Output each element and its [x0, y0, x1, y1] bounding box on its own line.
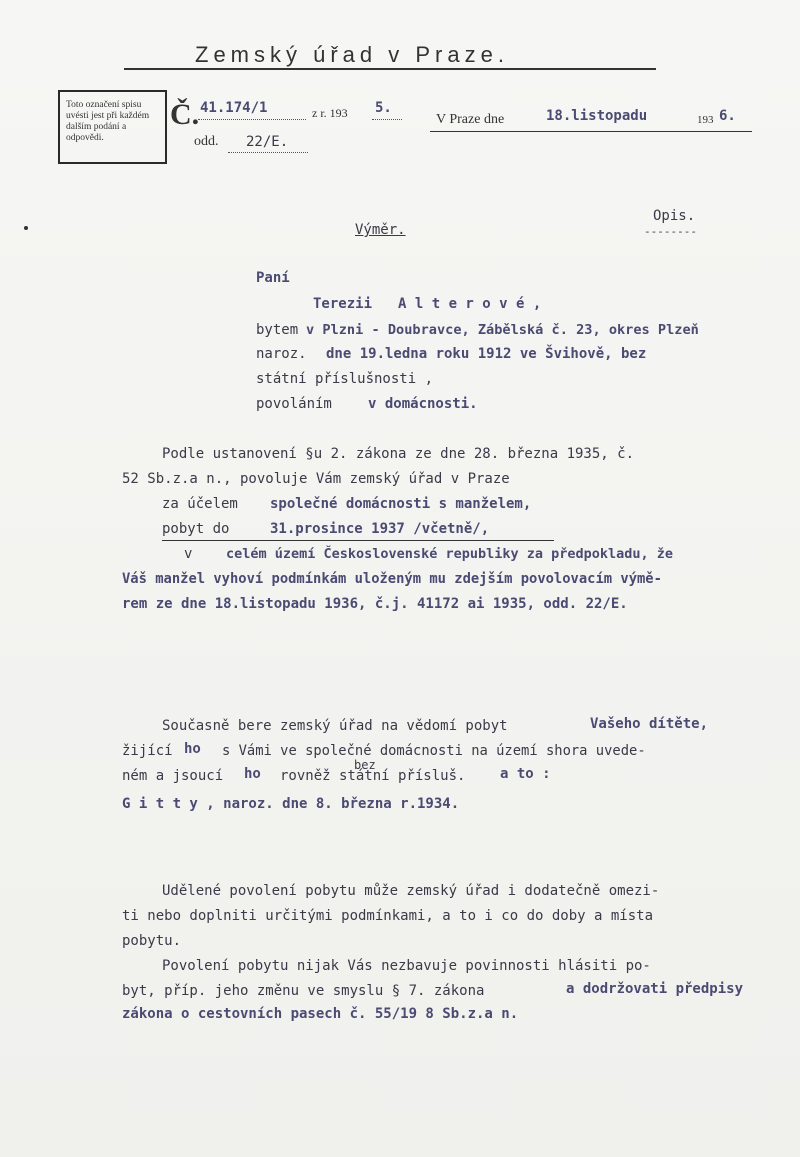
address: v Plzni - Doubravce, Zábělská č. 23, okres Plzeň — [306, 322, 699, 338]
p3-line-2: ti nebo doplniti určitými podmínkami, a to i co do doby a místa — [122, 908, 654, 924]
copy-mark: Opis. — [653, 208, 696, 224]
p1-line-1: Podle ustanovení §u 2. zákona ze dne 28. března 1935, č. — [162, 446, 635, 462]
name-prefix: Terezii — [313, 296, 373, 312]
date-value: 18.listopadu — [546, 108, 648, 124]
occupation-lead: povoláním — [256, 396, 332, 412]
date-rule — [430, 131, 752, 132]
office-heading: Zemský úřad v Praze. — [195, 42, 509, 67]
birth-info: dne 19.ledna roku 1912 ve Švihově, bez — [326, 346, 647, 362]
p2-line-3-a: ném a jsoucí — [122, 768, 224, 784]
p4-line-3: zákona o cestovních pasech č. 55/19 8 Sb.z.a n. — [122, 1006, 519, 1022]
p3-line-3: pobytu. — [122, 933, 182, 949]
year-dotline — [372, 119, 402, 120]
p1-line-5-lead: v — [184, 546, 193, 562]
c-mark: Č. — [170, 98, 200, 131]
birth-lead: naroz. — [256, 346, 307, 362]
p1-line-6: Váš manžel vyhoví podmínkám uloženým mu zdejším povolovacím výmě- — [122, 571, 662, 587]
p1-line-7: rem ze dne 18.listopadu 1936, č.j. 41172 ai 1935, odd. 22/E. — [122, 596, 628, 612]
nationality: státní příslušnosti , — [256, 371, 434, 387]
year-digit: 5. — [375, 100, 392, 116]
date-year-digit: 6. — [719, 108, 736, 124]
reference-note-box — [58, 90, 167, 164]
p2-line-3-b: rovněž státní přísluš. — [280, 768, 466, 784]
odd-value: 22/E. — [246, 134, 289, 150]
p1-line-4-fill: 31.prosince 1937 /včetně/, — [270, 521, 490, 537]
name-spaced: A l t e r o v é , — [398, 296, 542, 312]
p1-line-3-fill: společné domácnosti s manželem, — [270, 496, 532, 512]
odd-dotline — [228, 152, 308, 153]
reg-dotline — [198, 119, 306, 120]
p2-line-2-b: s Vámi ve společné domácnosti na území shora uvede- — [222, 743, 646, 759]
p4-line-1: Povolení pobytu nijak Vás nezbavuje povinnosti hlásiti po- — [162, 958, 651, 974]
p2-line-3-fill: a to : — [500, 766, 551, 782]
p1-line-4-rule — [162, 540, 554, 541]
child-name: G i t t y , naroz. dne 8. března r.1934. — [122, 796, 460, 812]
p2-line-3-ho: ho — [244, 766, 261, 782]
p3-line-1: Udělené povolení pobytu může zemský úřad i dodatečně omezi- — [162, 883, 660, 899]
p1-line-3-lead: za účelem — [162, 496, 238, 512]
p2-line-1-lead: Současně bere zemský úřad na vědomí pobyt — [162, 718, 508, 734]
place-label: V Praze dne — [436, 112, 505, 127]
odd-label: odd. — [194, 134, 219, 149]
reg-number: 41.174/1 — [200, 100, 268, 116]
date-year: 193 — [697, 114, 714, 126]
p2-line-1-fill: Vašeho dítěte, — [590, 716, 709, 732]
address-lead: bytem — [256, 322, 299, 338]
copy-dashes: -------- — [644, 225, 697, 238]
p2-line-2-ho: ho — [184, 741, 201, 757]
p2-bez: bez — [354, 758, 376, 772]
p4-line-2-lead: byt, příp. jeho změnu ve smyslu § 7. zákona — [122, 983, 485, 999]
scan-speck — [24, 226, 28, 230]
reference-note: Toto označení spisu uvésti jest při každém dalším podání a odpovědi. — [66, 100, 150, 143]
occupation: v domácnosti. — [368, 396, 478, 412]
p4-line-2-fill: a dodržovati předpisy — [566, 981, 744, 997]
p1-line-2: 52 Sb.z.a n., povoluje Vám zemský úřad v Praze — [122, 471, 510, 487]
p1-line-5-fill: celém území Československé republiky za předpokladu, že — [226, 546, 674, 562]
heading-rule — [124, 68, 656, 70]
document-title: Výměr. — [355, 222, 406, 238]
year-label: z r. 193 — [312, 106, 348, 120]
p1-line-4-lead: pobyt do — [162, 521, 230, 537]
p2-line-2-a: žijící — [122, 743, 173, 759]
salutation: Paní — [256, 270, 290, 286]
